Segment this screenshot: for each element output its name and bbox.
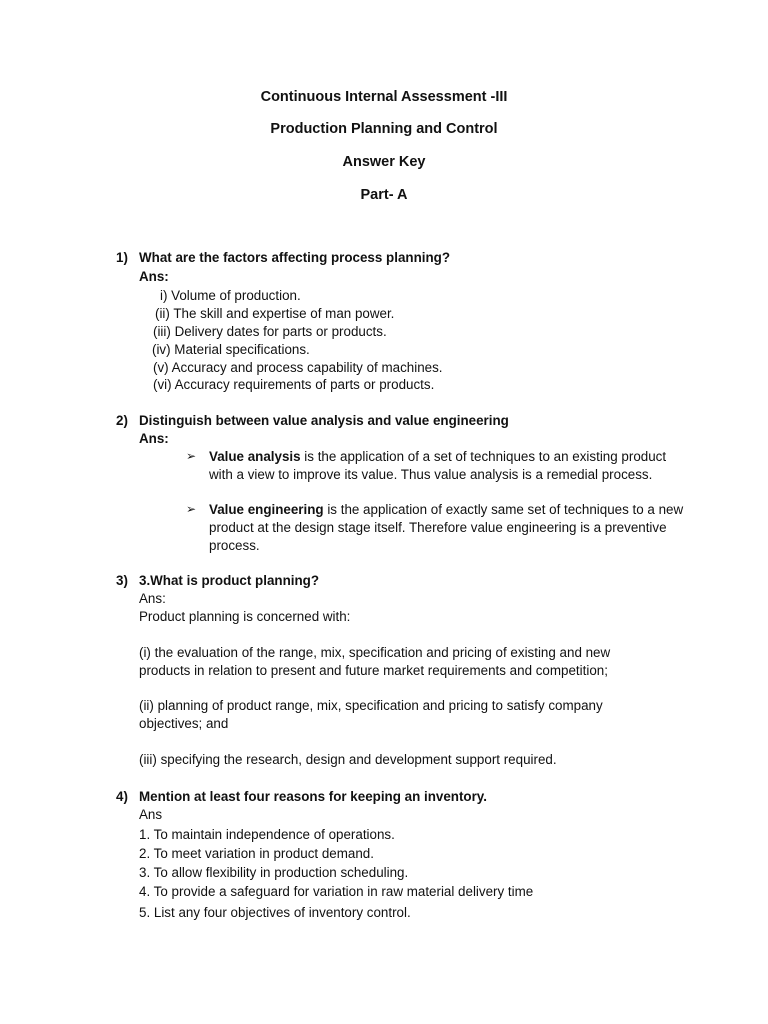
question-number: 1): [116, 250, 128, 265]
paragraph-line: (i) the evaluation of the range, mix, specification and pricing of existing and new: [139, 645, 611, 660]
definition: is the application of a set of techniques to an existing product with a view to improve its value. Thus value analysis is a remedial process.: [209, 449, 667, 482]
arrow-bullet-icon: ➢: [186, 502, 197, 516]
term: Value engineering: [209, 502, 324, 517]
question-number: 4): [116, 789, 128, 804]
paragraph-line: (ii) planning of product range, mix, specification and pricing to satisfy company: [139, 698, 603, 713]
list-item: i) Volume of production.: [160, 288, 301, 303]
definition: is the application of exactly same set of techniques to a new product at the design stage itself. Therefore value engineering is a preventive process.: [209, 502, 684, 553]
answer-label: Ans:: [139, 431, 169, 446]
doc-title: Continuous Internal Assessment -III: [260, 89, 508, 105]
list-item: (vi) Accuracy requirements of parts or products.: [153, 377, 435, 392]
list-item: 5. List any four objectives of inventory control.: [139, 905, 411, 920]
list-item: 3. To allow flexibility in production scheduling.: [139, 865, 409, 880]
answer-label: Ans: [139, 807, 163, 822]
bullet-paragraph: [209, 501, 689, 555]
list-item: 4. To provide a safeguard for variation in raw material delivery time: [139, 884, 534, 899]
question-text: Distinguish between value analysis and value engineering: [139, 413, 509, 428]
arrow-bullet-icon: ➢: [186, 449, 197, 463]
list-item: (ii) The skill and expertise of man power.: [155, 306, 395, 321]
question-number: 3): [116, 573, 128, 588]
paragraph-line: objectives; and: [139, 716, 229, 731]
list-item: 1. To maintain independence of operations.: [139, 827, 395, 842]
question-text: Mention at least four reasons for keeping an inventory.: [139, 789, 487, 804]
paragraph-line: products in relation to present and future market requirements and competition;: [139, 663, 608, 678]
list-item: (v) Accuracy and process capability of machines.: [153, 360, 443, 375]
term: Value analysis: [209, 449, 301, 464]
paragraph-line: (iii) specifying the research, design and development support required.: [139, 752, 557, 767]
answer-label: Ans:: [139, 269, 169, 284]
question-number: 2): [116, 413, 128, 428]
list-item: (iv) Material specifications.: [152, 342, 310, 357]
doc-subject: Production Planning and Control: [270, 121, 498, 137]
list-item: 2. To meet variation in product demand.: [139, 846, 374, 861]
question-text: What are the factors affecting process planning?: [139, 250, 451, 265]
doc-part: Part- A: [360, 187, 408, 203]
bullet-paragraph: [209, 448, 689, 484]
intro-text: Product planning is concerned with:: [139, 609, 351, 624]
list-item: (iii) Delivery dates for parts or products.: [153, 324, 387, 339]
answer-label: Ans:: [139, 591, 166, 606]
doc-type: Answer Key: [342, 154, 426, 170]
question-text: 3.What is product planning?: [139, 573, 320, 588]
